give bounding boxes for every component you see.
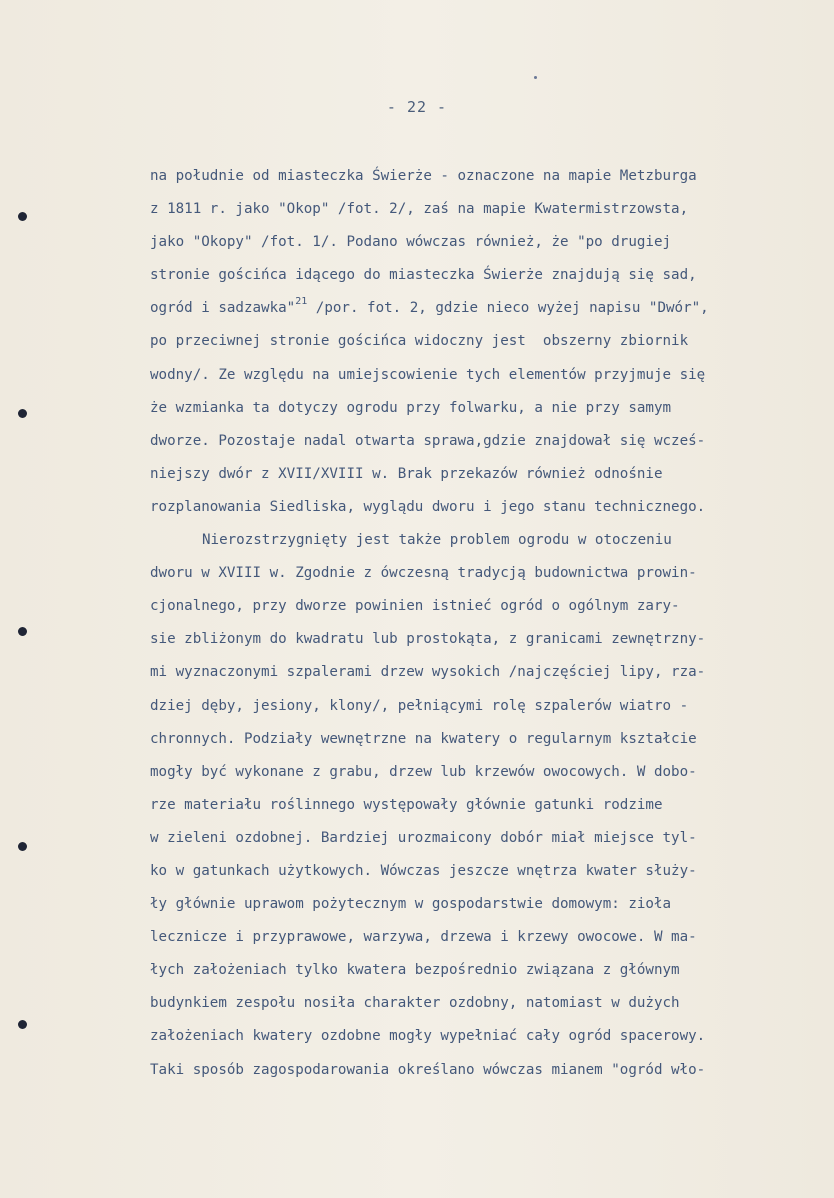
text-line — [150, 590, 834, 623]
text-line-content: założeniach kwatery ozdobne mogły wypełniać cały ogród spacerowy. — [150, 1028, 706, 1045]
text-line-content: dziej dęby, jesiony, klony/, pełniącymi rolę szpalerów wiatro - — [150, 697, 689, 714]
text-line-content: mi wyznaczonymi szpalerami drzew wysokich /najczęściej lipy, rza- — [150, 664, 706, 681]
body-text — [150, 160, 834, 1087]
text-line-content: Taki sposób zagospodarowania określano wówczas mianem "ogród wło- — [150, 1061, 706, 1078]
text-line-content: sie zbliżonym do kwadratu lub prostokąta, z granicami zewnętrzny- — [150, 631, 706, 648]
text-line — [150, 226, 834, 259]
paper-speck — [534, 76, 537, 79]
text-line-content: ły głównie uprawom pożytecznym w gospodarstwie domowym: zioła — [150, 896, 672, 913]
text-line — [150, 888, 834, 921]
text-line-content: niejszy dwór z XVII/XVIII w. Brak przekazów również odnośnie — [150, 465, 663, 482]
text-line-content: stronie gościńca idącego do miasteczka Świerże znajdują się sad, — [150, 267, 697, 284]
text-line-content: po przeciwnej stronie gościńca widoczny jest obszerny zbiornik — [150, 333, 689, 350]
text-line — [150, 292, 834, 325]
text-line — [150, 557, 834, 590]
text-line — [150, 623, 834, 656]
text-line — [150, 789, 834, 822]
text-line-content: dworze. Pozostaje nadal otwarta sprawa,gdzie znajdował się wcześ- — [150, 432, 706, 449]
text-line — [150, 954, 834, 987]
text-line-content: ogród i sadzawka" — [150, 300, 296, 317]
text-line — [150, 392, 834, 425]
text-line — [150, 259, 834, 292]
binder-hole-mark — [18, 842, 27, 851]
text-line — [150, 193, 834, 226]
binder-hole-mark — [18, 409, 27, 418]
text-line-content: z 1811 r. jako "Okop" /fot. 2/, zaś na mapie Kwatermistrzowsta, — [150, 201, 689, 218]
text-line — [150, 160, 834, 193]
text-line — [150, 458, 834, 491]
text-line-content: chronnych. Podziały wewnętrzne na kwatery o regularnym kształcie — [150, 730, 697, 747]
text-line — [150, 359, 834, 392]
text-line-content: dworu w XVIII w. Zgodnie z ówczesną tradycją budownictwa prowin- — [150, 565, 697, 582]
text-line-content: mogły być wykonane z grabu, drzew lub krzewów owocowych. W dobo- — [150, 763, 697, 780]
page-number: - 22 - — [386, 98, 448, 116]
text-line — [150, 425, 834, 458]
text-line — [150, 756, 834, 789]
text-line — [150, 1020, 834, 1053]
text-line-content: że wzmianka ta dotyczy ogrodu przy folwarku, a nie przy samym — [150, 399, 672, 416]
binder-hole-mark — [18, 212, 27, 221]
text-line-content: wodny/. Ze względu na umiejscowienie tych elementów przyjmuje się — [150, 366, 706, 383]
text-line-content: rze materiału roślinnego występowały głównie gatunki rodzime — [150, 796, 663, 813]
text-line-continuation: /por. fot. 2, gdzie nieco wyżej napisu "Dwór", — [307, 300, 709, 317]
text-line — [150, 524, 834, 557]
binder-hole-mark — [18, 1020, 27, 1029]
text-line — [150, 921, 834, 954]
text-line-content: na południe od miasteczka Świerże - oznaczone na mapie Metzburga — [150, 168, 697, 184]
text-line-content: łych założeniach tylko kwatera bezpośrednio związana z głównym — [150, 962, 680, 979]
text-line — [150, 855, 834, 888]
text-line — [150, 1054, 834, 1087]
text-line — [150, 723, 834, 756]
text-line-content: w zieleni ozdobnej. Bardziej urozmaicony dobór miał miejsce tyl- — [150, 829, 697, 846]
text-line-content: budynkiem zespołu nosiła charakter ozdobny, natomiast w dużych — [150, 995, 680, 1012]
binder-hole-mark — [18, 627, 27, 636]
text-line — [150, 987, 834, 1020]
text-line — [150, 656, 834, 689]
text-line-content: lecznicze i przyprawowe, warzywa, drzewa i krzewy owocowe. W ma- — [150, 929, 697, 946]
text-line-content: ko w gatunkach użytkowych. Wówczas jeszcze wnętrza kwater służy- — [150, 862, 697, 879]
text-line — [150, 822, 834, 855]
text-line — [150, 325, 834, 358]
footnote-marker: 21 — [295, 296, 308, 308]
text-line-content: rozplanowania Siedliska, wyglądu dworu i jego stanu technicznego. — [150, 498, 706, 515]
text-line-content: jako "Okopy" /fot. 1/. Podano wówczas również, że "po drugiej — [150, 234, 672, 251]
text-line — [150, 491, 834, 524]
text-line — [150, 690, 834, 723]
text-line-content: Nierozstrzygnięty jest także problem ogrodu w otoczeniu — [202, 532, 672, 549]
text-line-content: cjonalnego, przy dworze powinien istnieć ogród o ogólnym zary- — [150, 598, 680, 615]
